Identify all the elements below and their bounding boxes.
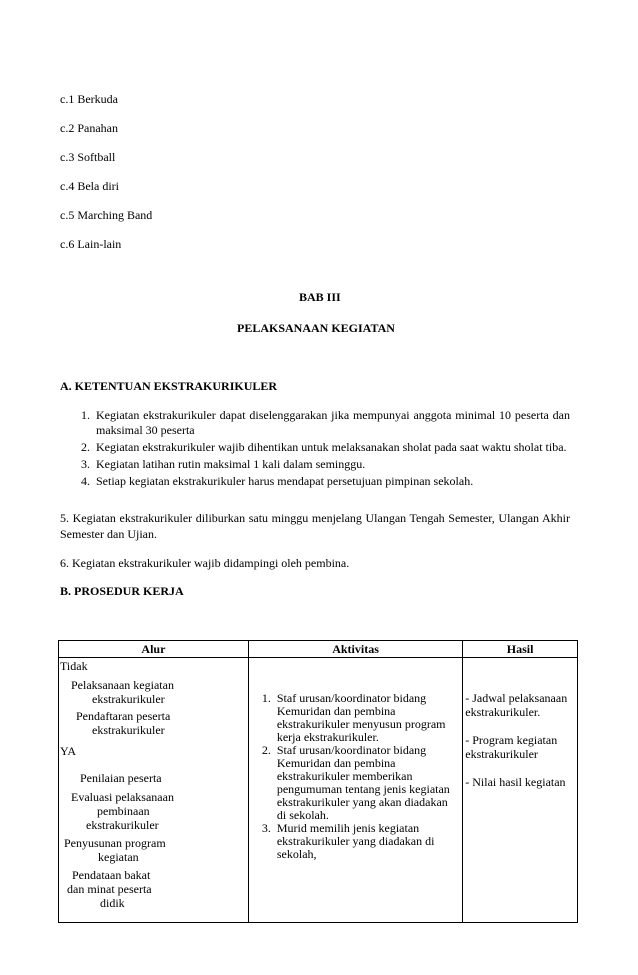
flow-step-penyusunan-line2: kegiatan [98, 850, 139, 864]
flow-step-pendaftaran-line2: ekstrakurikuler [92, 723, 165, 737]
chapter-number: BAB III [299, 290, 341, 304]
table-header-row [59, 641, 578, 658]
paragraph-5: 5. Kegiatan ekstrakurikuler diliburkan satu minggu menjelang Ulangan Tengah Semester, Ulangan Akhir Semester dan Ujian. [60, 511, 570, 541]
hasil-item-program: - Program kegiatan ekstrakurikuler [465, 733, 558, 761]
alur-cell [59, 658, 249, 923]
procedure-table [58, 640, 578, 923]
flow-step-pendataan: Pendataan bakat [72, 868, 151, 882]
flow-step-pelaksanaan-line2: ekstrakurikuler [92, 692, 165, 706]
list-item: 2. Staf urusan/koordinator bidang Kemuridan dan pembina ekstrakurikuler memberikan pengumuman tentang jenis kegiatan ekstrakurikuler yang akan diadakan di sekolah. [261, 743, 450, 822]
paragraph-6: 6. Kegiatan ekstrakurikuler wajib didampingi oleh pembina. [60, 556, 350, 570]
header-hasil: Hasil [463, 641, 578, 658]
flow-step-pendataan-line2: dan minat peserta [67, 882, 152, 896]
list-item: 2. Kegiatan ekstrakurikuler wajib dihentikan untuk melaksanakan sholat pada saat waktu sholat tiba. [81, 440, 567, 454]
flow-step-pendaftaran: Pendaftaran peserta [76, 709, 171, 723]
sub-item-lain-lain: c.6 Lain-lain [60, 237, 122, 251]
header-aktivitas: Aktivitas [248, 641, 462, 658]
list-item: 3. Kegiatan latihan rutin maksimal 1 kali dalam seminggu. [81, 457, 366, 471]
flow-step-penyusunan: Penyusunan program [64, 836, 166, 850]
table-row [59, 658, 578, 923]
flow-step-evaluasi-line3: ekstrakurikuler [86, 818, 159, 832]
list-item: 4. Setiap kegiatan ekstrakurikuler harus mendapat persetujuan pimpinan sekolah. [81, 474, 474, 488]
sub-item-panahan: c.2 Panahan [60, 121, 118, 135]
list-item: 1. Kegiatan ekstrakurikuler dapat diselenggarakan jika mempunyai anggota minimal 10 peserta dan maksimal 30 peserta [81, 408, 570, 437]
flow-step-evaluasi: Evaluasi pelaksanaan [71, 790, 174, 804]
chapter-title: PELAKSANAAN KEGIATAN [237, 321, 395, 335]
flow-step-penilaian: Penilaian peserta [80, 771, 162, 785]
flow-step-pendataan-line3: didik [100, 896, 125, 910]
sub-item-softball: c.3 Softball [60, 150, 116, 164]
flow-step-pelaksanaan: Pelaksanaan kegiatan [71, 678, 174, 692]
flow-label-tidak: Tidak [60, 659, 88, 673]
hasil-cell [463, 658, 578, 923]
flow-step-evaluasi-line2: pembinaan [97, 804, 150, 818]
list-item: 1. Staf urusan/koordinator bidang Kemuridan dan pembina ekstrakurikuler menyusun program kerja ekstrakurikuler. [261, 691, 446, 744]
flow-label-ya: YA [60, 744, 77, 758]
section-b-heading: B. PROSEDUR KERJA [60, 584, 184, 598]
sub-item-marching-band: c.5 Marching Band [60, 208, 153, 222]
hasil-item-jadwal: - Jadwal pelaksanaan ekstrakurikuler. [465, 691, 568, 719]
hasil-item-nilai: - Nilai hasil kegiatan [465, 775, 566, 789]
header-alur: Alur [59, 641, 249, 658]
aktivitas-cell [248, 658, 462, 923]
sub-item-bela-diri: c.4 Bela diri [60, 179, 119, 193]
rules-list [60, 408, 570, 491]
sub-item-berkuda: c.1 Berkuda [60, 92, 118, 106]
list-item: 3. Murid memilih jenis kegiatan ekstrakurikuler yang diadakan di sekolah, [261, 821, 435, 861]
section-a-heading: A. KETENTUAN EKSTRAKURIKULER [60, 379, 278, 393]
